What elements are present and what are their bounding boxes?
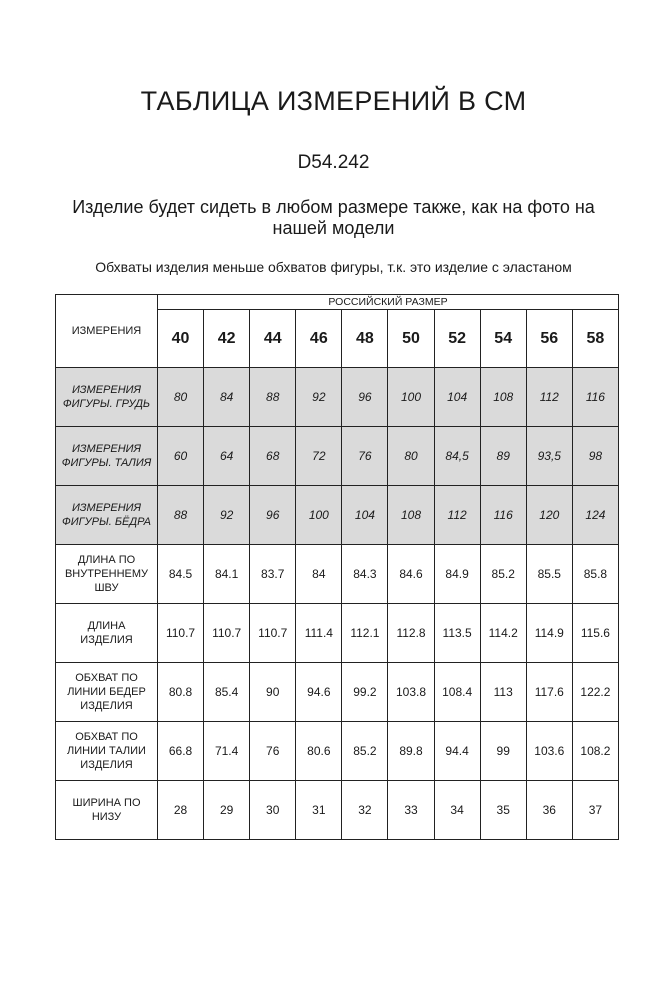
value-cell: 112	[434, 486, 480, 545]
value-cell: 84,5	[434, 427, 480, 486]
value-cell: 92	[296, 368, 342, 427]
size-header-cell: 40	[158, 310, 204, 368]
value-cell: 29	[204, 781, 250, 840]
size-header-cell: 42	[204, 310, 250, 368]
value-cell: 84.6	[388, 545, 434, 604]
value-cell: 37	[572, 781, 618, 840]
value-cell: 32	[342, 781, 388, 840]
value-cell: 96	[342, 368, 388, 427]
value-cell: 117.6	[526, 663, 572, 722]
value-cell: 108.4	[434, 663, 480, 722]
size-table	[55, 294, 619, 840]
value-cell: 84	[296, 545, 342, 604]
row-label: ОБХВАТ ПО ЛИНИИ БЕДЕР ИЗДЕЛИЯ	[56, 663, 158, 722]
table-row	[56, 545, 619, 604]
value-cell: 85.2	[342, 722, 388, 781]
value-cell: 76	[250, 722, 296, 781]
row-label: ДЛИНА ПО ВНУТРЕННЕМУ ШВУ	[56, 545, 158, 604]
value-cell: 89	[480, 427, 526, 486]
value-cell: 84.3	[342, 545, 388, 604]
row-label: ОБХВАТ ПО ЛИНИИ ТАЛИИ ИЗДЕЛИЯ	[56, 722, 158, 781]
value-cell: 108.2	[572, 722, 618, 781]
size-header-cell: 48	[342, 310, 388, 368]
value-cell: 110.7	[204, 604, 250, 663]
value-cell: 90	[250, 663, 296, 722]
value-cell: 99.2	[342, 663, 388, 722]
fit-note: Изделие будет сидеть в любом размере также, как на фото на нашей модели	[72, 197, 595, 238]
value-cell: 115.6	[572, 604, 618, 663]
value-cell: 35	[480, 781, 526, 840]
value-cell: 88	[250, 368, 296, 427]
table-row	[56, 781, 619, 840]
table-row	[56, 486, 619, 545]
value-cell: 99	[480, 722, 526, 781]
table-row	[56, 427, 619, 486]
value-cell: 33	[388, 781, 434, 840]
row-label: ИЗМЕРЕНИЯ ФИГУРЫ. ТАЛИЯ	[56, 427, 158, 486]
value-cell: 92	[204, 486, 250, 545]
value-cell: 100	[296, 486, 342, 545]
value-cell: 111.4	[296, 604, 342, 663]
table-row	[56, 604, 619, 663]
value-cell: 31	[296, 781, 342, 840]
value-cell: 114.2	[480, 604, 526, 663]
table-row	[56, 368, 619, 427]
value-cell: 100	[388, 368, 434, 427]
value-cell: 71.4	[204, 722, 250, 781]
product-code: D54.242	[297, 152, 370, 173]
value-cell: 84	[204, 368, 250, 427]
size-group-header: РОССИЙСКИЙ РАЗМЕР	[158, 295, 619, 310]
value-cell: 112.8	[388, 604, 434, 663]
measure-header: ИЗМЕРЕНИЯ	[56, 295, 158, 368]
value-cell: 84.5	[158, 545, 204, 604]
value-cell: 116	[572, 368, 618, 427]
value-cell: 72	[296, 427, 342, 486]
size-header-cell: 52	[434, 310, 480, 368]
value-cell: 30	[250, 781, 296, 840]
value-cell: 85.5	[526, 545, 572, 604]
value-cell: 96	[250, 486, 296, 545]
value-cell: 76	[342, 427, 388, 486]
value-cell: 36	[526, 781, 572, 840]
value-cell: 113	[480, 663, 526, 722]
value-cell: 120	[526, 486, 572, 545]
size-header-cell: 44	[250, 310, 296, 368]
value-cell: 94.4	[434, 722, 480, 781]
elastane-note: Обхваты изделия меньше обхватов фигуры, т.к. это изделие с эластаном	[95, 259, 572, 275]
value-cell: 85.8	[572, 545, 618, 604]
table-row	[56, 663, 619, 722]
row-label: ДЛИНА ИЗДЕЛИЯ	[56, 604, 158, 663]
value-cell: 112.1	[342, 604, 388, 663]
value-cell: 104	[342, 486, 388, 545]
value-cell: 108	[480, 368, 526, 427]
page-title: ТАБЛИЦА ИЗМЕРЕНИЙ В СМ	[140, 86, 527, 116]
row-label: ИЗМЕРЕНИЯ ФИГУРЫ. БЁДРА	[56, 486, 158, 545]
value-cell: 94.6	[296, 663, 342, 722]
value-cell: 116	[480, 486, 526, 545]
value-cell: 104	[434, 368, 480, 427]
value-cell: 66.8	[158, 722, 204, 781]
value-cell: 68	[250, 427, 296, 486]
value-cell: 84.9	[434, 545, 480, 604]
value-cell: 113.5	[434, 604, 480, 663]
value-cell: 122.2	[572, 663, 618, 722]
value-cell: 64	[204, 427, 250, 486]
value-cell: 84.1	[204, 545, 250, 604]
value-cell: 98	[572, 427, 618, 486]
value-cell: 124	[572, 486, 618, 545]
value-cell: 34	[434, 781, 480, 840]
value-cell: 89.8	[388, 722, 434, 781]
size-header-cell: 46	[296, 310, 342, 368]
size-header-cell: 54	[480, 310, 526, 368]
value-cell: 80	[388, 427, 434, 486]
value-cell: 85.4	[204, 663, 250, 722]
size-header-cell: 58	[572, 310, 618, 368]
value-cell: 83.7	[250, 545, 296, 604]
value-cell: 60	[158, 427, 204, 486]
table-row	[56, 722, 619, 781]
size-header-cell: 50	[388, 310, 434, 368]
value-cell: 114.9	[526, 604, 572, 663]
value-cell: 103.6	[526, 722, 572, 781]
size-header-cell: 56	[526, 310, 572, 368]
value-cell: 108	[388, 486, 434, 545]
value-cell: 28	[158, 781, 204, 840]
value-cell: 85.2	[480, 545, 526, 604]
value-cell: 112	[526, 368, 572, 427]
value-cell: 88	[158, 486, 204, 545]
value-cell: 93,5	[526, 427, 572, 486]
value-cell: 80	[158, 368, 204, 427]
value-cell: 110.7	[158, 604, 204, 663]
row-label: ШИРИНА ПО НИЗУ	[56, 781, 158, 840]
value-cell: 80.6	[296, 722, 342, 781]
value-cell: 80.8	[158, 663, 204, 722]
table-body	[56, 368, 619, 840]
value-cell: 103.8	[388, 663, 434, 722]
value-cell: 110.7	[250, 604, 296, 663]
row-label: ИЗМЕРЕНИЯ ФИГУРЫ. ГРУДЬ	[56, 368, 158, 427]
